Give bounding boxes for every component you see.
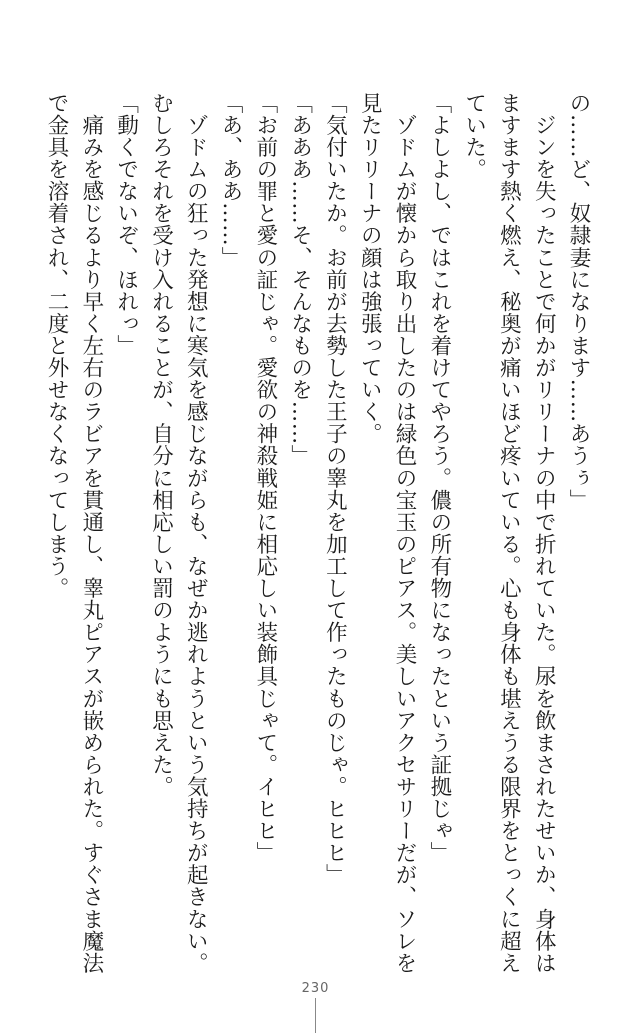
page-number-rule	[315, 998, 316, 1033]
page-number: 230	[301, 981, 330, 996]
text-line: 「動くでないぞ、ほれっ」	[113, 92, 139, 357]
text-line: 「あああ……そ、そんなものを……」	[287, 92, 313, 467]
text-line: ていた。	[461, 92, 487, 181]
text-line: ジンを失ったことで何かがリリーナの中で折れていた。尿を飲まされたせいか、身体は	[531, 92, 557, 974]
text-line: 「お前の罪と愛の証じゃ。愛欲の神殺戦姫に相応しい装飾具じゃて。イヒヒ」	[252, 92, 278, 864]
text-line: 「気付いたか。お前が去勢した王子の睾丸を加工して作ったものじゃ。ヒヒヒ」	[322, 92, 348, 886]
vertical-text-body	[38, 92, 595, 974]
text-line: の……ど、奴隷妻になります……あうぅ」	[566, 92, 591, 511]
text-line: 「よしよし、ではこれを着けてやろう。儂の所有物になったという証拠じゃ」	[426, 92, 452, 864]
text-line: むしろそれを受け入れることが、自分に相応しい罰のようにも思えた。	[148, 92, 174, 798]
text-line: で金具を溶着され、二度と外せなくなってしまう。	[44, 92, 70, 600]
text-line: 見たリリーナの顔は強張っていく。	[357, 92, 383, 445]
text-line: ゾドムの狂った発想に寒気を感じながらも、なぜか逃れようという気持ちが起きない。	[183, 92, 209, 974]
text-line: 痛みを感じるより早く左右のラビアを貫通し、睾丸ピアスが嵌められた。すぐさま魔法	[78, 92, 104, 974]
text-line: 「あ、ああ……」	[218, 92, 244, 269]
text-line: ゾドムが懐から取り出したのは緑色の宝玉のピアス。美しいアクセサリーだが、ソレを	[392, 92, 418, 974]
text-line: ますます熱く燃え、秘奥が痛いほど疼いている。心も身体も堪えうる限界をとっくに超え	[496, 92, 522, 974]
